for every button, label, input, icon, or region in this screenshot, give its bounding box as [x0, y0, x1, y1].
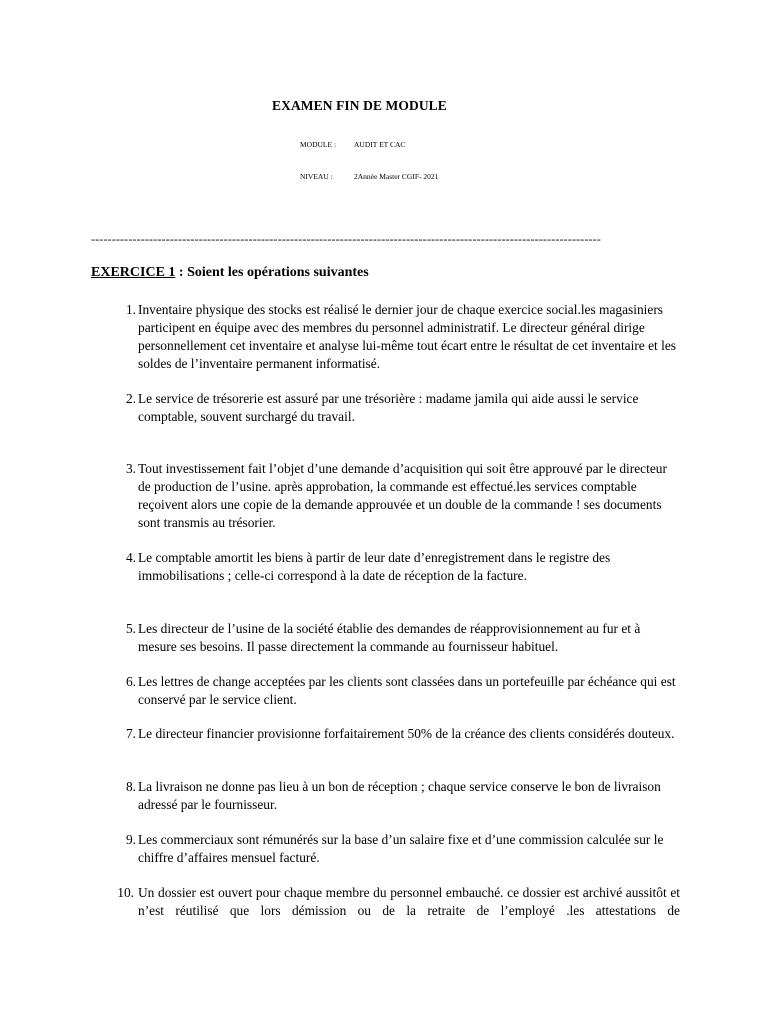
niveau-label: NIVEAU : [300, 172, 333, 181]
item-text: Le directeur financier provisionne forfaitairement 50% de la créance des clients considérés douteux. [138, 726, 675, 741]
list-item [104, 884, 680, 920]
item-number: 9. [125, 832, 136, 847]
exercise-label: EXERCICE 1 [91, 265, 176, 280]
exercise-title: : Soient les opérations suivantes [175, 265, 369, 280]
module-row [300, 140, 405, 149]
item-number: 10. [117, 885, 134, 900]
exam-title: EXAMEN FIN DE MODULE [272, 98, 447, 113]
dashed-separator: --------------------------------------------------------------------------------------------------------------------------- [91, 232, 601, 246]
item-text: Les commerciaux sont rémunérés sur la base d’un salaire fixe et d’une commission calculée sur le chiffre d’affaires mensuel facturé. [138, 832, 664, 865]
list-item [110, 725, 680, 743]
niveau-row [300, 172, 438, 181]
item-text: Les directeur de l’usine de la société établie des demandes de réapprovisionnement au fur et à mesure ses besoins. Il passe directement la commande au fournisseur habituel. [138, 621, 641, 654]
module-label: MODULE : [300, 140, 337, 149]
item-text: Inventaire physique des stocks est réalisé le dernier jour de chaque exercice social.les magasiniers participent en équipe avec des membres du personnel administratif. Le directeur général dirige personnellement cet inventaire et analyse lui-même tout écart entre le résultat de cet inventaire et les soldes de l’inventaire permanent informatisé. [138, 302, 676, 371]
list-item [110, 673, 680, 709]
list-item [110, 301, 680, 373]
list-item [110, 831, 680, 867]
list-item [110, 390, 680, 426]
item-number: 7. [125, 726, 136, 741]
niveau-value: 2Année Master CGIF- 2021 [354, 172, 439, 181]
list-item [110, 549, 680, 585]
item-number: 8. [125, 779, 136, 794]
item-text: Les lettres de change acceptées par les clients sont classées dans un portefeuille par échéance qui est conservé par le service client. [138, 674, 676, 707]
item-number: 2. [125, 391, 136, 406]
item-number: 1. [125, 302, 136, 317]
module-value: AUDIT ET CAC [354, 140, 406, 149]
exercise-heading [91, 265, 369, 281]
item-number: 6. [125, 674, 136, 689]
list-item [110, 778, 680, 814]
item-text: Le service de trésorerie est assuré par une trésorière : madame jamila qui aide aussi le service comptable, souvent surchargé du travail. [138, 391, 639, 424]
item-number: 4. [125, 550, 136, 565]
item-text: Le comptable amortit les biens à partir de leur date d’enregistrement dans le registre des immobilisations ; celle-ci correspond à la date de réception de la facture. [138, 550, 611, 583]
item-text: Tout investissement fait l’objet d’une demande d’acquisition qui soit être approuvé par le directeur de production de l’usine. après approbation, la commande est effectué.les services comptable reçoivent alors une copie de la demande approuvée et un double de la commande ! ses documents sont transmis au trésorier. [138, 461, 667, 530]
item-text: Un dossier est ouvert pour chaque membre du personnel embauché. ce dossier est archivé aussitôt et n’est réutilisé que lors démission ou de la retraite de l’employé .les attestations de [138, 885, 680, 918]
item-number: 5. [125, 621, 136, 636]
item-number: 3. [125, 461, 136, 476]
item-text: La livraison ne donne pas lieu à un bon de réception ; chaque service conserve le bon de livraison adressé par le fournisseur. [138, 779, 661, 812]
list-item [110, 460, 680, 532]
list-item [110, 620, 680, 656]
